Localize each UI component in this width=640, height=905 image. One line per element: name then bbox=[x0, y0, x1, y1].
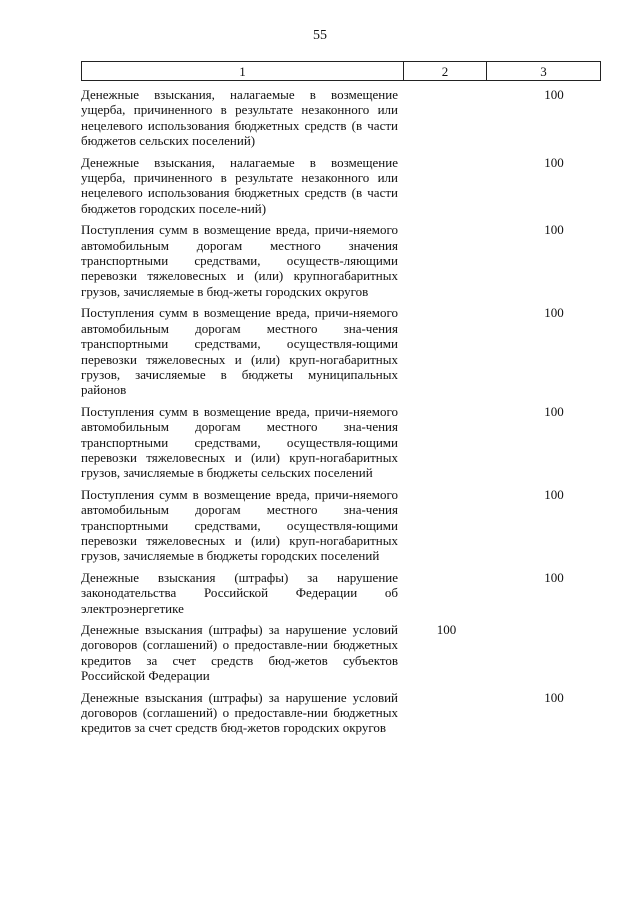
row-col-2 bbox=[398, 222, 489, 299]
row-col-2 bbox=[398, 155, 489, 217]
row-col-3: 100 bbox=[544, 403, 564, 419]
header-col-2: 2 bbox=[404, 62, 487, 80]
row-col-2 bbox=[398, 87, 489, 149]
row-col-2 bbox=[398, 570, 489, 616]
row-col-3: 100 bbox=[544, 569, 564, 585]
row-col-3: 100 bbox=[544, 305, 564, 321]
row-description: Денежные взыскания (штрафы) за нарушение законодательства Российской Федерации об электроэнергетике bbox=[81, 569, 398, 616]
table-row bbox=[81, 487, 601, 564]
row-col-3: 100 bbox=[544, 222, 564, 238]
row-col-3: 100 bbox=[544, 689, 564, 705]
row-col-3: 100 bbox=[544, 154, 564, 170]
row-col-2 bbox=[398, 487, 489, 564]
table-header bbox=[81, 61, 601, 81]
row-col-2: 100 bbox=[436, 622, 457, 637]
row-col-2 bbox=[398, 690, 489, 736]
row-description: Поступления сумм в возмещение вреда, причи-няемого автомобильным дорогам местного зна-чения транспортными средствами, осуществля-ющими перевозки тяжеловесных и (или) круп-ногабаритных грузов, зачисляемые в бюджеты муниципальных районов bbox=[81, 305, 398, 398]
table-row bbox=[81, 404, 601, 481]
table-body bbox=[81, 87, 601, 742]
row-description: Денежные взыскания, налагаемые в возмещение ущерба, причиненного в результате незаконного или нецелевого использования бюджетных средств (в части бюджетов сельских поселений) bbox=[81, 87, 398, 149]
header-col-1: 1 bbox=[82, 62, 404, 80]
header-col-3: 3 bbox=[540, 64, 547, 79]
table-row bbox=[81, 690, 601, 736]
row-col-3 bbox=[489, 622, 601, 684]
table-row bbox=[81, 87, 601, 149]
row-col-2 bbox=[398, 404, 489, 481]
row-description: Денежные взыскания (штрафы) за нарушение условий договоров (соглашений) о предоставле-нии бюджетных кредитов за счет средств бюд-жетов субъектов Российской Федерации bbox=[81, 622, 398, 684]
table-row bbox=[81, 622, 601, 684]
row-description: Денежные взыскания, налагаемые в возмещение ущерба, причиненного в результате незаконного или нецелевого использования бюджетных средств (в части бюджетов городских поселе-ний) bbox=[81, 154, 398, 216]
row-col-3: 100 bbox=[544, 486, 564, 502]
page-number: 55 bbox=[313, 28, 327, 43]
row-col-2 bbox=[398, 305, 489, 397]
table-row bbox=[81, 155, 601, 217]
row-col-3: 100 bbox=[544, 87, 564, 102]
row-description: Поступления сумм в возмещение вреда, причи-няемого автомобильным дорогам местного зна-чения транспортными средствами, осуществля-ющими перевозки тяжеловесных и (или) круп-ногабаритных грузов, зачисляемые в бюджеты сельских поселений bbox=[81, 403, 398, 481]
table-row bbox=[81, 305, 601, 397]
row-description: Поступления сумм в возмещение вреда, причи-няемого автомобильным дорогам местного значения транспортными средствами, осуществ-ляющими перевозки тяжеловесных и (или) крупногабаритных грузов, зачисляемые в бюд-жеты городских округов bbox=[81, 222, 398, 299]
table-row bbox=[81, 570, 601, 616]
row-description: Поступления сумм в возмещение вреда, причи-няемого автомобильным дорогам местного зна-чения транспортными средствами, осуществля-ющими перевозки тяжеловесных и (или) круп-ногабаритных грузов, зачисляемые в бюджеты городских поселений bbox=[81, 486, 398, 564]
table-row bbox=[81, 222, 601, 299]
row-description: Денежные взыскания (штрафы) за нарушение условий договоров (соглашений) о предоставле-нии бюджетных кредитов за счет средств бюд-жетов городских округов bbox=[81, 689, 398, 736]
